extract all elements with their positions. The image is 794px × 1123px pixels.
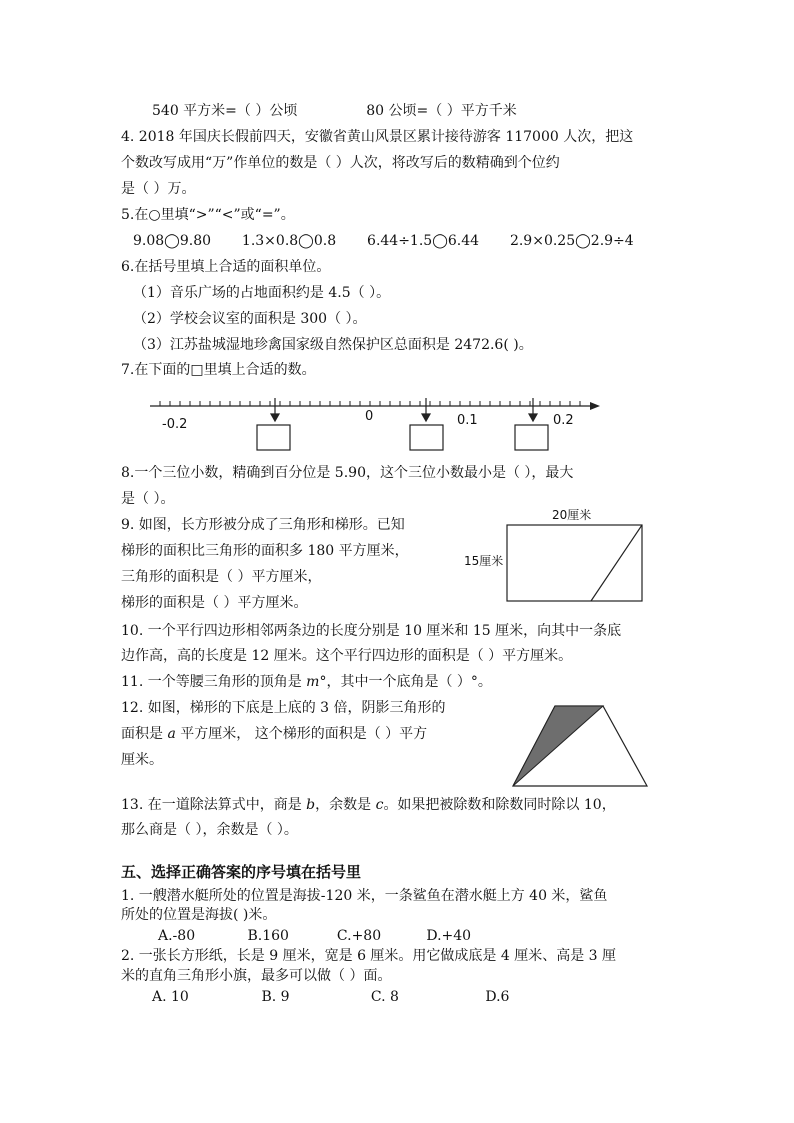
answer-box-2[interactable] xyxy=(410,425,443,450)
q10-line1: 10. 一个平行四边形相邻两条边的长度分别是 10 厘米和 15 厘米，向其中一条底 xyxy=(121,623,622,639)
conversion-line xyxy=(152,101,517,121)
s2-option-d[interactable]: D.6 xyxy=(485,989,510,1005)
answer-box-1[interactable] xyxy=(257,425,290,450)
q11-pre: 11. 一个等腰三角形的顶角是 xyxy=(121,674,307,690)
q6-item-1: （1）音乐广场的占地面积约是 4.5（ ）。 xyxy=(133,285,391,301)
q5-item-1: 9.08◯9.80 xyxy=(133,233,212,249)
s2-option-c[interactable]: C. 8 xyxy=(370,989,399,1005)
q6-item-2: （2）学校会议室的面积是 300（ ）。 xyxy=(133,311,367,327)
q9-line4: 梯形的面积是（ ）平方厘米。 xyxy=(121,595,308,611)
rectangle-figure xyxy=(460,505,650,605)
q12-line1: 12. 如图，梯形的下底是上底的 3 倍，阴影三角形的 xyxy=(121,700,446,716)
q12-line2 xyxy=(121,724,427,744)
q12-var: a xyxy=(167,726,176,742)
shaded-triangle xyxy=(513,706,603,786)
q13-c: c xyxy=(375,797,384,813)
s1-option-d[interactable]: D.+40 xyxy=(426,928,472,944)
q13-pre: 13. 在一道除法算式中，商是 xyxy=(121,797,307,813)
s2-line1: 2. 一张长方形纸，长是 9 厘米，宽是 6 厘米。用它做成底是 4 厘米、高是 3 厘 xyxy=(121,948,617,964)
q12-pre: 面积是 xyxy=(121,726,168,742)
section-5-heading: 五、选择正确答案的序号填在括号里 xyxy=(121,863,362,881)
q13-line2: 那么商是（ ），余数是（ ）。 xyxy=(121,822,298,838)
q6-title: 6.在括号里填上合适的面积单位。 xyxy=(121,259,331,275)
rectangle xyxy=(507,525,642,601)
q9-line3: 三角形的面积是（ ）平方厘米， xyxy=(121,569,322,585)
q11-post: °，其中一个底角是（ ）°。 xyxy=(319,674,492,690)
q11-var: m xyxy=(306,674,320,690)
label-0-2: 0.2 xyxy=(553,413,574,428)
q5-item-4: 2.9×0.25◯2.9÷4 xyxy=(509,233,634,249)
s1-option-b[interactable]: B.160 xyxy=(247,928,289,944)
rect-divider-line xyxy=(591,525,642,601)
s1-line2: 所处的位置是海拔( )米。 xyxy=(121,907,277,923)
q5-items xyxy=(133,231,634,251)
q8-line1: 8.一个三位小数，精确到百分位是 5.90，这个三位小数最小是（ ），最大 xyxy=(121,465,574,481)
number-line-ticks xyxy=(160,401,580,406)
q5-title: 5.在○里填“>”“<”或“=”。 xyxy=(121,207,295,223)
q7-title: 7.在下面的□里填上合适的数。 xyxy=(121,362,316,378)
q10-line2: 边作高，高的长度是 12 厘米。这个平行四边形的面积是（ ）平方厘米。 xyxy=(121,648,573,664)
conv-2: 80 公顷=（ ）平方千米 xyxy=(366,103,517,119)
s1-option-c[interactable]: C.+80 xyxy=(336,928,382,944)
s1-options xyxy=(158,926,471,946)
q5-item-3: 6.44÷1.5◯6.44 xyxy=(367,233,480,249)
q12-post: 平方厘米， 这个梯形的面积是（ ）平方 xyxy=(175,726,428,742)
q13-mid: ，余数是 xyxy=(315,797,376,813)
q13-b: b xyxy=(306,797,316,813)
q4-line1: 4. 2018 年国庆长假前四天，安徽省黄山风景区累计接待游客 117000 人次，把这 xyxy=(121,129,634,145)
number-line-figure xyxy=(140,390,610,460)
conv-1: 540 平方米=（ ）公顷 xyxy=(152,103,298,119)
q4-line2: 个数改写成用“万”作单位的数是（ ）人次，将改写后的数精确到个位约 xyxy=(121,155,560,171)
rect-left-label: 15厘米 xyxy=(464,554,504,568)
number-line-arrowhead xyxy=(590,402,600,410)
q5-item-2: 1.3×0.8◯0.8 xyxy=(241,233,337,249)
q6-item-3: （3）江苏盐城湿地珍禽国家级自然保护区总面积是 2472.6( )。 xyxy=(133,337,533,353)
s2-option-a[interactable]: A. 10 xyxy=(152,989,189,1005)
q12-line3: 厘米。 xyxy=(121,752,163,768)
q9-line2: 梯形的面积比三角形的面积多 180 平方厘米， xyxy=(121,543,409,559)
q13-line1 xyxy=(121,795,616,815)
s1-option-a[interactable]: A.-80 xyxy=(158,928,196,944)
arrow-1 xyxy=(271,398,279,421)
rect-top-label: 20厘米 xyxy=(552,508,592,522)
trapezoid-figure xyxy=(505,700,655,792)
q4-line3: 是（ ）万。 xyxy=(121,181,196,197)
s2-options xyxy=(152,987,509,1007)
q8-line2: 是（ ）。 xyxy=(121,491,175,507)
q9-line1: 9. 如图，长方形被分成了三角形和梯形。已知 xyxy=(121,517,405,533)
s2-option-b[interactable]: B. 9 xyxy=(261,989,290,1005)
q11-line xyxy=(121,672,492,692)
answer-box-3[interactable] xyxy=(515,425,548,450)
label-0-1: 0.1 xyxy=(457,413,478,428)
label-zero: 0 xyxy=(365,409,374,424)
s1-line1: 1. 一艘潜水艇所处的位置是海拔-120 米，一条鲨鱼在潜水艇上方 40 米，鲨鱼 xyxy=(121,888,608,904)
s2-line2: 米的直角三角形小旗，最多可以做（ ）面。 xyxy=(121,968,392,984)
arrow-2 xyxy=(422,398,430,421)
q13-post: 。如果把被除数和除数同时除以 10， xyxy=(383,797,616,813)
label-neg-0-2: -0.2 xyxy=(162,417,188,432)
